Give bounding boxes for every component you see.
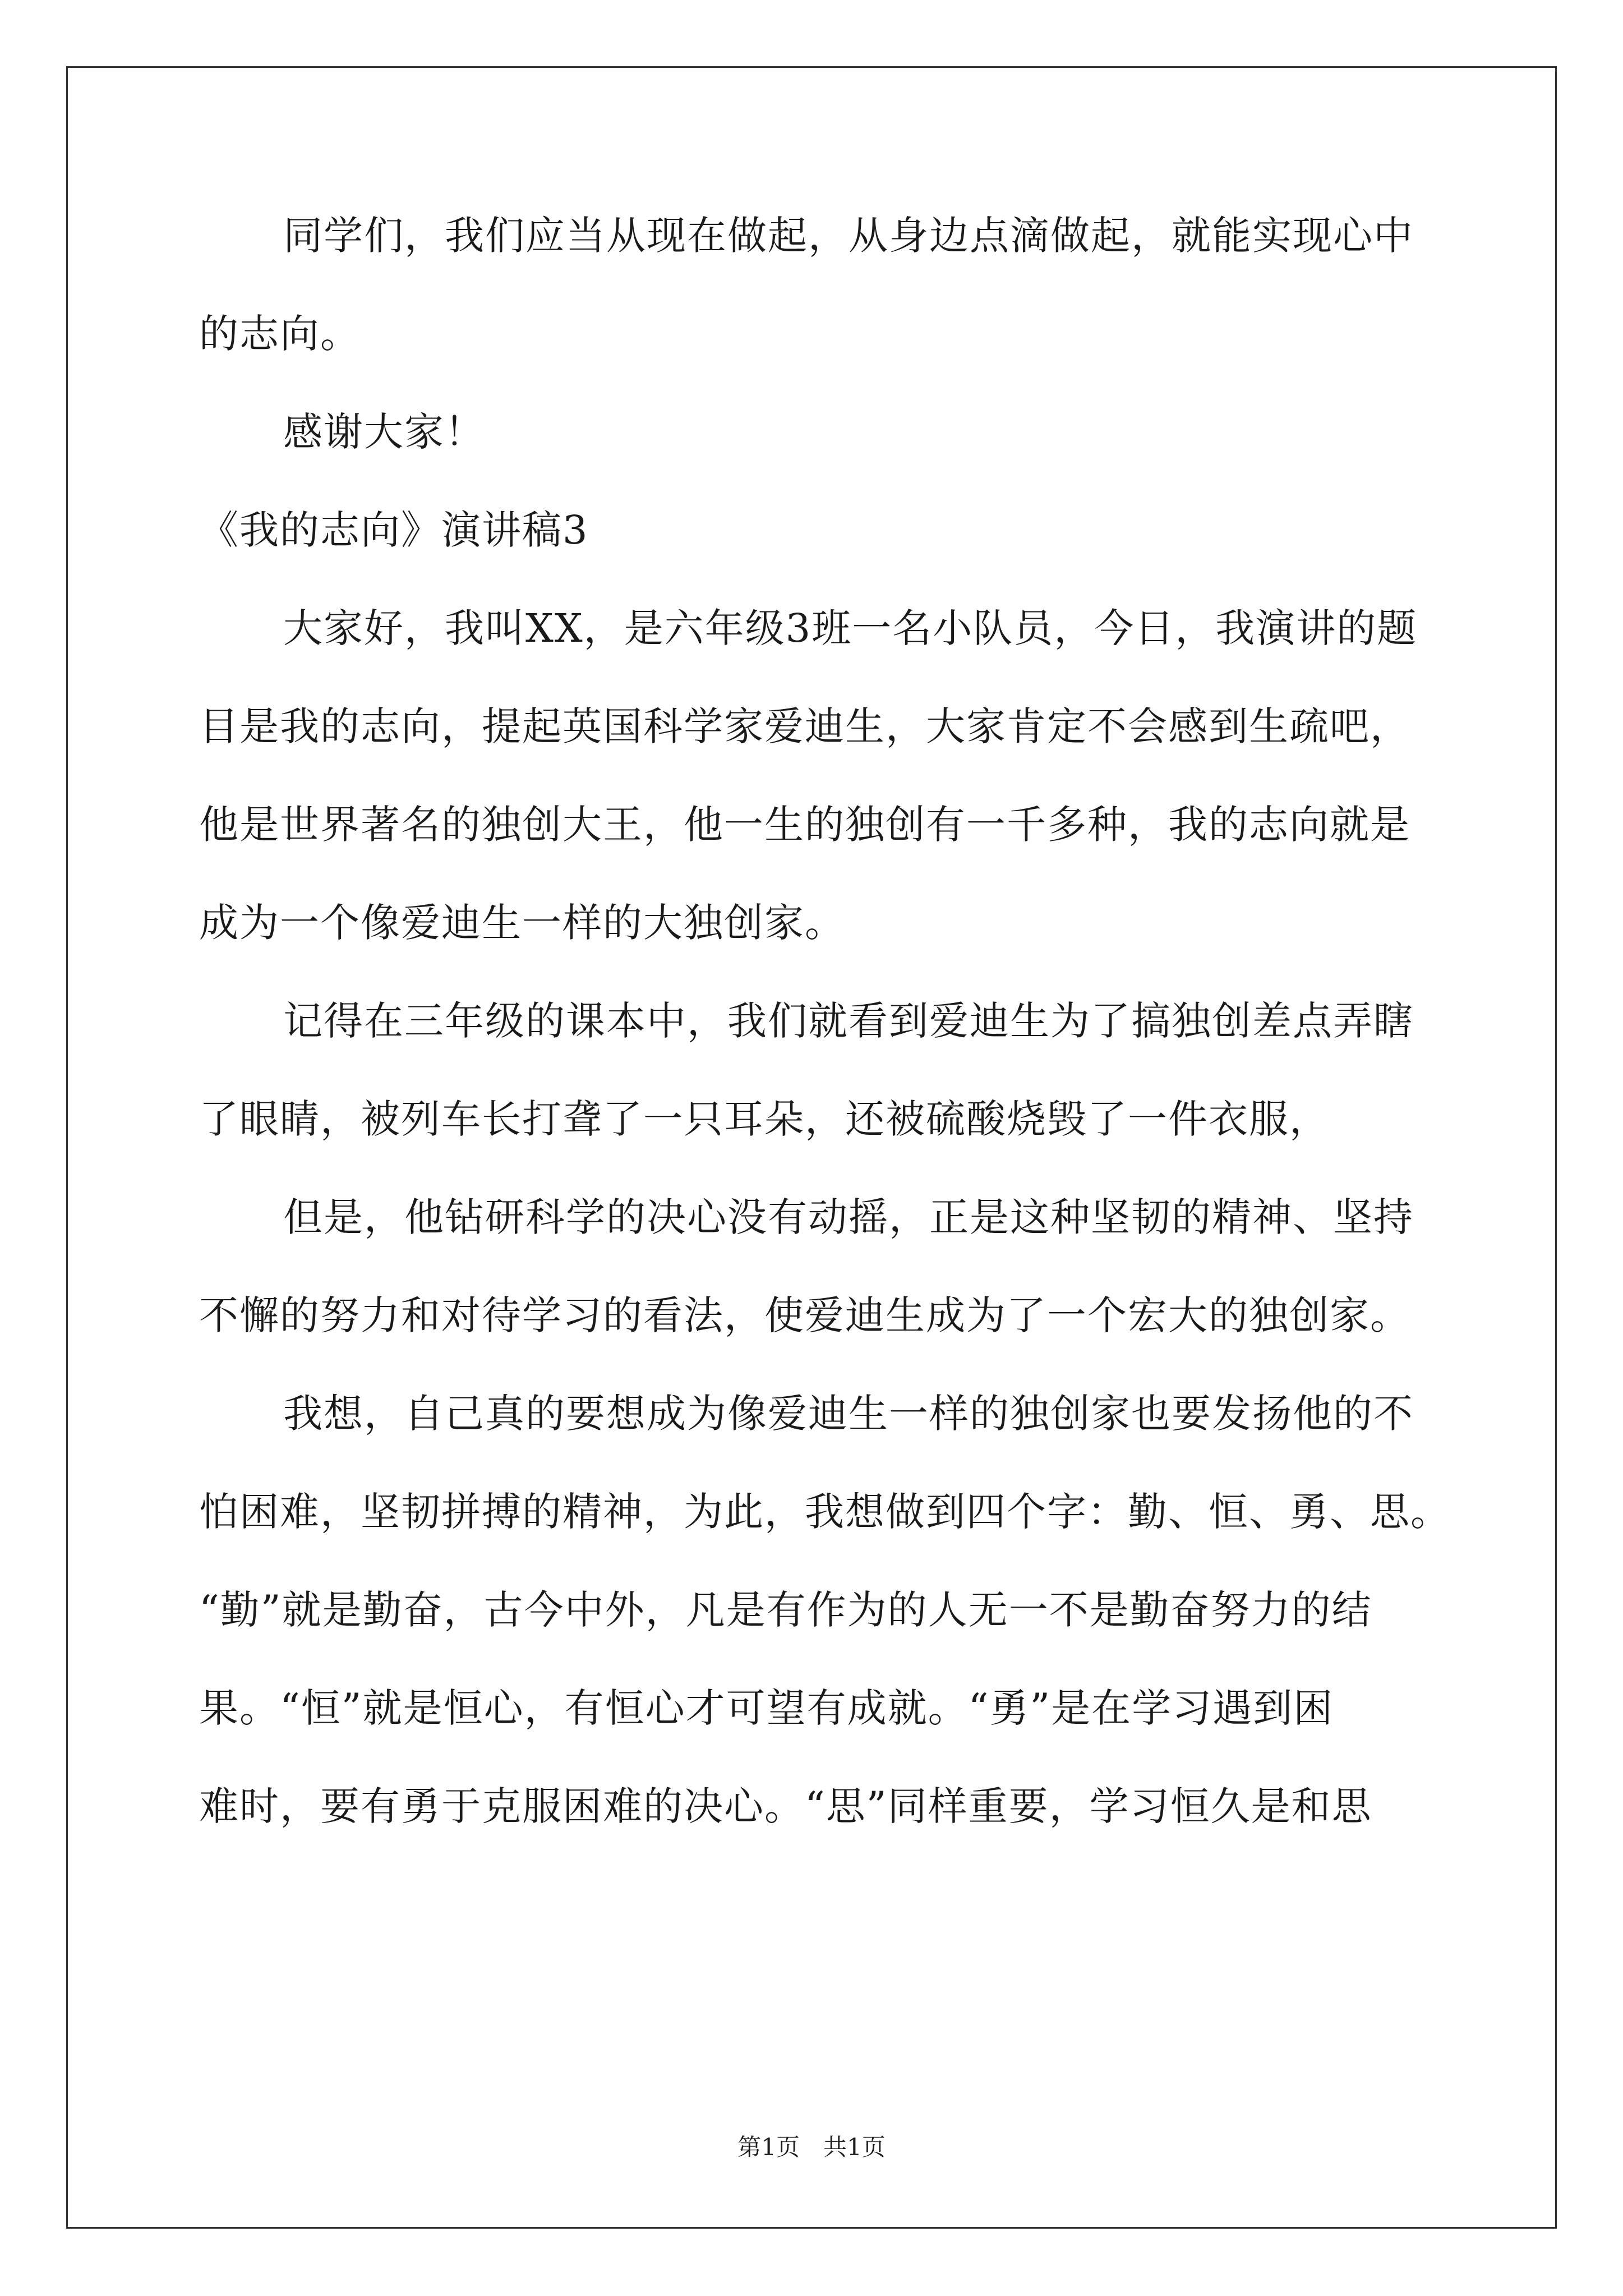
- text-line: 的志向。: [199, 311, 361, 357]
- text-line: 我想，自己真的要想成为像爱迪生一样的独创家也要发扬他的不: [283, 1391, 1414, 1437]
- text-line: 难时，要有勇于克服困难的决心。“思”同样重要，学习恒久是和思: [199, 1783, 1372, 1829]
- page-number: 第1页 共1页: [737, 2133, 886, 2161]
- text-line: 了眼睛，被列车长打聋了一只耳朵，还被硫酸烧毁了一件衣服，: [199, 1096, 1330, 1142]
- text-line: 感谢大家！: [283, 409, 485, 455]
- text-line: 但是，他钻研科学的决心没有动摇，正是这种坚韧的精神、坚持: [283, 1194, 1414, 1240]
- section-heading: 《我的志向》演讲稿3: [199, 507, 589, 553]
- text-line: 不懈的努力和对待学习的看法，使爱迪生成为了一个宏大的独创家。: [199, 1292, 1410, 1338]
- document-body: [199, 213, 1451, 1885]
- text-line: 怕困难，坚韧拼搏的精神，为此，我想做到四个字：勤、恒、勇、思。: [199, 1489, 1451, 1535]
- text-line: 大家好，我叫XX，是六年级3班一名小队员，今日，我演讲的题: [283, 605, 1418, 651]
- text-line: 目是我的志向，提起英国科学家爱迪生，大家肯定不会感到生疏吧，: [199, 703, 1410, 749]
- text-line: 同学们，我们应当从现在做起，从身边点滴做起，就能实现心中: [283, 213, 1414, 259]
- text-line: 果。“恒”就是恒心，有恒心才可望有成就。“勇”是在学习遇到困: [199, 1685, 1334, 1731]
- text-line: 记得在三年级的课本中，我们就看到爱迪生为了搞独创差点弄瞎: [283, 998, 1414, 1044]
- text-line: 成为一个像爱迪生一样的大独创家。: [199, 900, 845, 946]
- text-line: “勤”就是勤奋，古今中外，凡是有作为的人无一不是勤奋努力的结: [199, 1587, 1372, 1633]
- text-line: 他是世界著名的独创大王，他一生的独创有一千多种，我的志向就是: [199, 802, 1410, 848]
